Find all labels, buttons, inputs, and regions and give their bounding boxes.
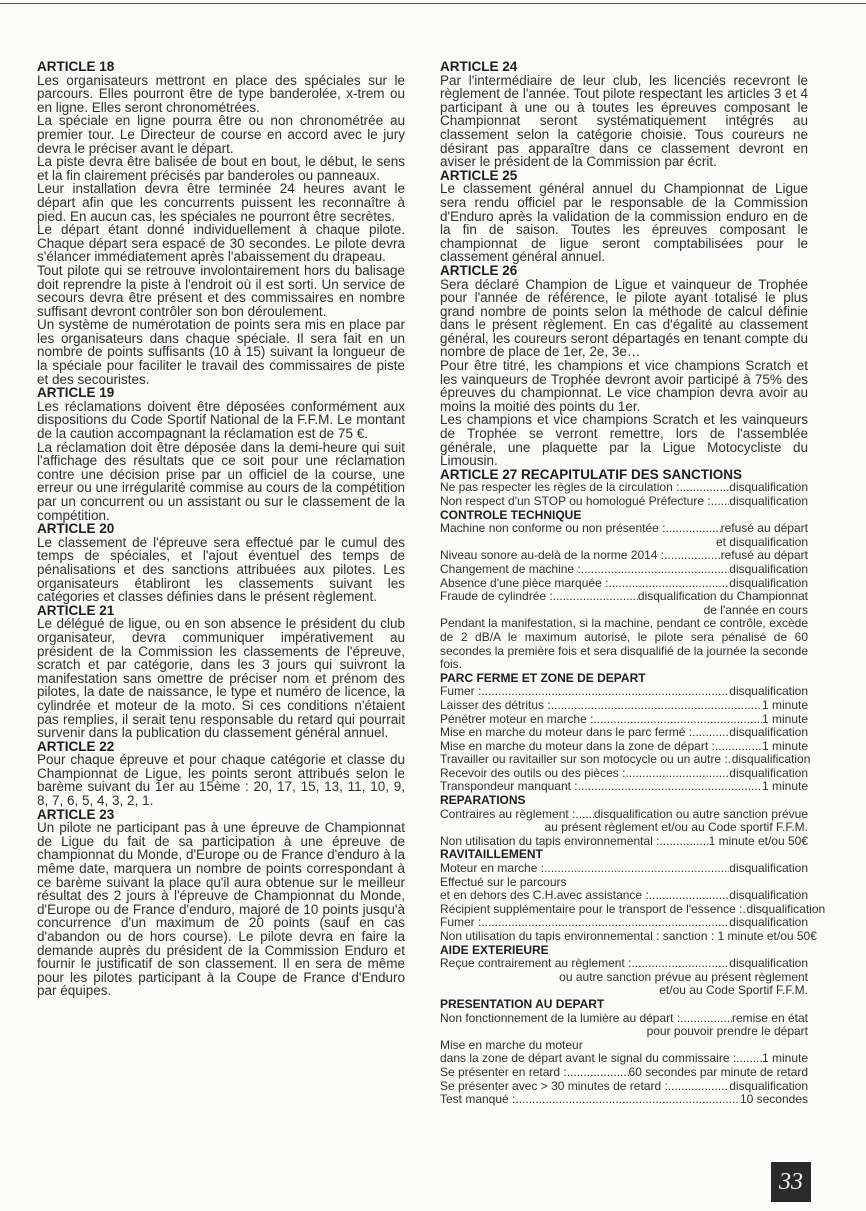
sanction-row [440,901,826,917]
manifestation-note: Pendant la manifestation, si la machine, pendant ce contrôle, excède de 2 dB/A le maximum autorisé, le pilote sera pénalisé de 60 secondes la première fois et sera disqualifié de la journée la seconde fois. [440,616,808,672]
sanction-row [440,808,808,822]
sanction-row [440,1080,808,1094]
article-paragraph: La spéciale en ligne pourra être ou non chronométrée au premier tour. Le Directeur de course en accord avec le jury devra le préciser avant le départ. [37,113,405,156]
sanction-row [440,876,808,890]
leader-dots [659,835,708,849]
sanction-label: Non respect d'un STOP ou homologué Préfecture : [440,494,711,508]
sanction-value: disqualification [729,575,808,590]
article-paragraph: Les organisateurs mettront en place des spéciales sur le parcours. Elles pourront être de type banderolée, x-trem ou en ligne. Elles seront chronométrées. [37,72,405,115]
leader-dots [649,889,730,903]
sanction-value: disqualification ou autre sanction prévue [593,806,808,821]
sanction-label: dans la zone de départ avant le signal du commissaire : [440,1051,737,1066]
sanction-label: Machine non conforme ou non présentée : [440,521,666,536]
sanction-label: Non utilisation du tapis environnemental : [440,833,660,848]
article-26-title: ARTICLE 26 [440,262,518,278]
leader-dots [715,740,762,754]
article-paragraph: Un pilote ne participant pas à une épreuve de Championnat de Ligue du fait de sa participation à une épreuve de championnat du Monde, d'Europe ou de France d'enduro à la même date, marquera un nombre de points correspondant à ce barème suivant la place qu'il aura obtenue sur le meilleur résultat des 2 jours à l'épreuve de Championnat du Monde, d'Europe ou de France d'enduro, majoré de 10 points jusqu'à concurrence d'un maximum de 20 points (sauf en cas d'abandon ou de hors course). Le pilote devra en faire la demande auprès du président de la Commission Enduro et fournir le justificatif de son classement. Il en sera de même pour les pilotes participant à la Coupe de France d'Enduro par équipes. [37,820,405,999]
leader-dots [625,767,729,781]
article-paragraph: Le départ étant donné individuellement à chaque pilote. Chaque départ sera espacé de 30 secondes. Le pilote devra s'élancer immédiatement après l'abaissement du drapeau. [37,222,405,265]
sanction-row [440,726,808,740]
article-paragraph: Leur installation devra être terminée 24 heures avant le départ afin que les concurrents puissent les reconnaître à pied. En aucun cas, les spéciales ne pourront être secrètes. [37,181,405,224]
aide-exterieure-heading: AIDE EXTERIEURE [440,942,549,957]
leader-dots [544,862,729,876]
sanction-row [440,1066,808,1080]
sanction-label: Se présenter avec > 30 minutes de retard : [440,1078,668,1093]
page-number: 33 [771,1162,811,1202]
reparations-heading: REPARATIONS [440,793,526,808]
leader-dots [711,495,730,509]
sanction-value: 1 minute [761,738,808,753]
sanction-row [440,1039,808,1053]
sanction-label: Pénétrer moteur en marche : [440,711,594,726]
article-paragraph: Pour être titré, les champions et vice champions Scratch et les vainqueurs de Trophée devront avoir participé à 75% des épreuves du championnat. Le vice champion devra avoir au moins la moitié des points du 1er. [440,358,808,414]
article-paragraph: Un système de numérotation de points sera mis en place par les organisateurs dans chaque spéciale. Il sera fait en un nombre de points suffisants (10 à 15) suivant la longueur de la spéciale pour faciliter le travail des commissaires de piste et des secouristes. [37,317,405,387]
sanction-row [440,929,817,944]
sanction-value: disqualification [729,480,808,495]
article-paragraph: Tout pilote qui se retrouve involontairement hors du balisage doit reprendre la piste à l'endroit où il est sorti. Un service de secours devra être présent et des commissaires en nombre suffisant devront contrôler son bon déroulement. [37,262,405,319]
article-paragraph: Pour chaque épreuve et pour chaque catégorie et classe du Championnat de Ligue, les points seront attribués selon le barème suivant du 1er au 15ème : 20, 17, 15, 13, 11, 10, 9, 8, 7, 6, 5, 4, 3, 2, 1. [37,752,405,809]
left-column [37,60,405,998]
article-paragraph: La piste devra être balisée de bout en bout, le début, le sens et la fin clairement précisés par banderoles ou panneaux. [37,154,405,183]
leader-dots [665,522,720,536]
leader-dots [593,713,762,727]
sanction-label: Récipient supplémentaire pour le transport de l'essence : [440,901,743,916]
top-rule [0,3,866,4]
leader-dots [567,1066,629,1080]
sanction-row [440,577,808,591]
sanction-value: disqualification [729,765,808,780]
leader-dots [680,1012,732,1026]
leader-dots [481,916,729,930]
article-23-title: ARTICLE 23 [37,806,115,822]
sanction-label: Effectué sur le parcours [440,874,567,889]
sanction-continuation: et/ou au Code Sportif F.F.M. [659,983,808,998]
article-paragraph: La réclamation doit être déposée dans la demi-heure qui suit l'affichage des résultats que ce soit pour une réclamation contre une décision prise par un officiel de la course, une erreur ou une irrégularité commise au cours de la compétition par un concurrent ou un assistant ou sur le classement de la compétition. [37,439,405,523]
sanction-row [440,780,808,794]
sanction-row [440,713,808,727]
article-paragraph: Les champions et vice champions Scratch et les vainqueurs de Trophée se verront remettre, lors de l'assemblée générale, une plaquette par la Ligue Motocycliste du Limousin. [440,412,808,469]
sanction-row [440,889,808,903]
leader-dots [551,699,762,713]
sanction-row [440,916,808,930]
sanction-value: disqualification [729,684,808,699]
article-24-title: ARTICLE 24 [440,59,518,74]
leader-dots [515,1093,740,1107]
sanction-label: Contraires au règlement : [440,806,576,821]
article-19-title: ARTICLE 19 [37,385,115,401]
sanction-continuation: pour pouvoir prendre le départ [646,1024,808,1039]
sanction-label: Fumer : [440,684,482,699]
presentation-depart-heading: PRESENTATION AU DEPART [440,996,605,1011]
article-paragraph: Le délégué de ligue, ou en son absence le président du club organisateur, devra communiquer impérativement au président de la Commission les classements de l'épreuve, scratch et par catégorie, dans les 3 jours qui suivront la manifestation sans omettre de préciser nom et prénom des pilotes, la date de naissance, le type et numéro de licence, la cylindrée et moteur de la moto. Si ces conditions n'étaient pas remplies, il serait tenu responsable du retard qui pourrait survenir dans la publication du classement général annuel. [37,616,405,741]
sanction-label: Absence d'une pièce marquée : [440,575,609,590]
leader-dots [679,481,729,495]
sanction-value: 1 minute [761,697,808,712]
sanction-value: 10 secondes [739,1092,808,1107]
leader-dots [664,549,720,563]
sanction-value: disqualification [729,956,808,971]
leader-dots [692,726,729,740]
leader-dots [608,577,729,591]
sanction-label: Niveau sonore au-delà de la norme 2014 : [440,548,665,563]
sanction-value: refusé au départ [720,548,808,563]
sanction-continuation: au présent règlement et/ou au Code sportif F.F.M. [544,820,808,835]
article-paragraph: Le classement général annuel du Championnat de Ligue sera rendu officiel par le responsable de la Commission d'Enduro après la validation de la commission enduro en de la fin de saison. Toutes les épreuves composant le championnat de ligue seront comptabilisées pour le classement général annuel. [440,181,808,265]
sanction-label: Non fonctionnement de la lumière au départ : [440,1010,681,1025]
sanction-value: disqualification [729,861,808,876]
sanction-row [440,957,808,971]
sanction-value: disqualification [729,1078,808,1093]
sanction-value: disqualification [729,561,808,576]
sanction-label: Mise en marche du moteur dans la zone de départ : [440,738,715,753]
sanction-label: Reçue contrairement au règlement : [440,956,632,971]
sanction-value: disqualification du Championnat [637,589,808,604]
sanction-value: disqualification [729,915,808,930]
leader-dots [481,685,729,699]
leader-dots [631,957,729,971]
sanction-continuation: de l'année en cours [703,602,808,617]
sanction-value: refusé au départ [720,521,808,536]
sanction-label: Se présenter en retard : [440,1064,567,1079]
sanction-row [440,699,808,713]
sanction-label: Ne pas respecter les règles de la circulation : [440,480,680,495]
article-18-title: ARTICLE 18 [37,59,115,74]
article-20-title: ARTICLE 20 [37,521,115,537]
sanction-label: et en dehors des C.H.avec assistance : [440,888,649,903]
leader-dots [668,1080,729,1094]
sanction-label: Moteur en marche : [440,861,545,876]
sanction-value: remise en état [731,1010,808,1025]
article-22-title: ARTICLE 22 [37,738,115,754]
sanction-label: Fumer : [440,915,482,930]
leader-dots [736,1052,762,1066]
sanction-value: disqualification [729,888,808,903]
sanction-label: Travailler ou ravitailler sur son motocycle ou un autre : [440,752,728,767]
ravitaillement-heading: RAVITAILLEMENT [440,847,543,862]
sanction-value: disqualification [746,901,826,916]
sanction-label: Changement de machine : [440,561,581,576]
sanction-label: Test manqué : [440,1092,516,1107]
article-27-title: ARTICLE 27 RECAPITULATIF DES SANCTIONS [440,466,743,482]
sanction-value: 1 minute [761,1051,808,1066]
controle-technique-heading: CONTROLE TECHNIQUE [440,507,582,522]
sanction-continuation: ou autre sanction prévue au présent règlement [559,969,808,984]
sanction-label: Fraude de cylindrée : [440,589,553,604]
sanction-row [440,767,808,781]
sanction-value: disqualification [731,752,811,767]
leader-dots [578,780,762,794]
sanction-row [440,1052,808,1066]
sanction-row [440,740,808,754]
sanction-row [440,1093,808,1107]
article-21-title: ARTICLE 21 [37,602,115,618]
parc-ferme-heading: PARC FERME ET ZONE DE DEPART [440,670,646,685]
sanction-row [440,563,808,577]
sanction-value: disqualification [729,494,808,508]
leader-dots [575,808,593,822]
sanction-row [440,752,811,767]
sanction-row [440,549,808,563]
article-paragraph: Par l'intermédiaire de leur club, les licenciés recevront le règlement de l'année. Tout pilote respectant les articles 3 et 4 participant à une ou à toutes les épreuves composant le Championnat seront systématiquement intégrés au classement selon la catégorie choisie. Tous coureurs ne désirant pas apparaître dans ce classement devront en aviser le président de la Commission par écrit. [440,72,808,170]
sanction-label: Mise en marche du moteur [440,1037,583,1052]
article-25-title: ARTICLE 25 [440,167,518,183]
sanction-value: 60 secondes par minute de retard [628,1064,808,1079]
sanction-label: Mise en marche du moteur dans le parc fermé : [440,725,693,740]
leader-dots [553,590,638,604]
sanction-continuation: et disqualification [715,534,808,549]
sanction-value: disqualification [729,725,808,740]
sanction-row [440,481,808,495]
sanction-row [440,835,808,849]
sanction-row [440,685,808,699]
right-column [440,59,826,1107]
sanction-row [440,862,808,876]
article-paragraph: Les réclamations doivent être déposées conformément aux dispositions du Code Sportif National de la F.F.M. Le montant de la caution accompagnant la réclamation est de 75 €. [37,398,405,442]
sanction-row [440,1012,808,1026]
sanction-label: Non utilisation du tapis environnemental : sanction : 1 minute et/ou 50€ [440,929,817,943]
sanction-value: 1 minute [761,779,808,794]
sanction-label: Laisser des détritus : [440,697,551,712]
article-paragraph: Sera déclaré Champion de Ligue et vainqueur de Trophée pour l'année de référence, le pilote ayant totalisé le plus grand nombre de points selon la méthode de calcul définie dans le présent règlement. En cas d'égalité au classement général, les coureurs seront départagés en tenant compte du nombre de place de 1er, 2e, 3e… [440,276,808,360]
sanction-value: 1 minute et/ou 50€ [708,833,808,848]
sanction-row [440,495,808,509]
sanction-label: Recevoir des outils ou des pièces : [440,765,626,780]
sanction-row [440,522,808,536]
sanction-value: 1 minute [761,711,808,726]
sanction-row [440,590,808,604]
leader-dots [581,563,730,577]
article-paragraph: Le classement de l'épreuve sera effectué par le cumul des temps de spéciales, et l'ajout éventuel des temps de pénalisations et des sanctions attribuées aux pilotes. Les organisateurs établiront les classements suivant les catégories et classes définies dans le présent règlement. [37,534,405,605]
sanction-label: Transpondeur manquant : [440,779,578,794]
